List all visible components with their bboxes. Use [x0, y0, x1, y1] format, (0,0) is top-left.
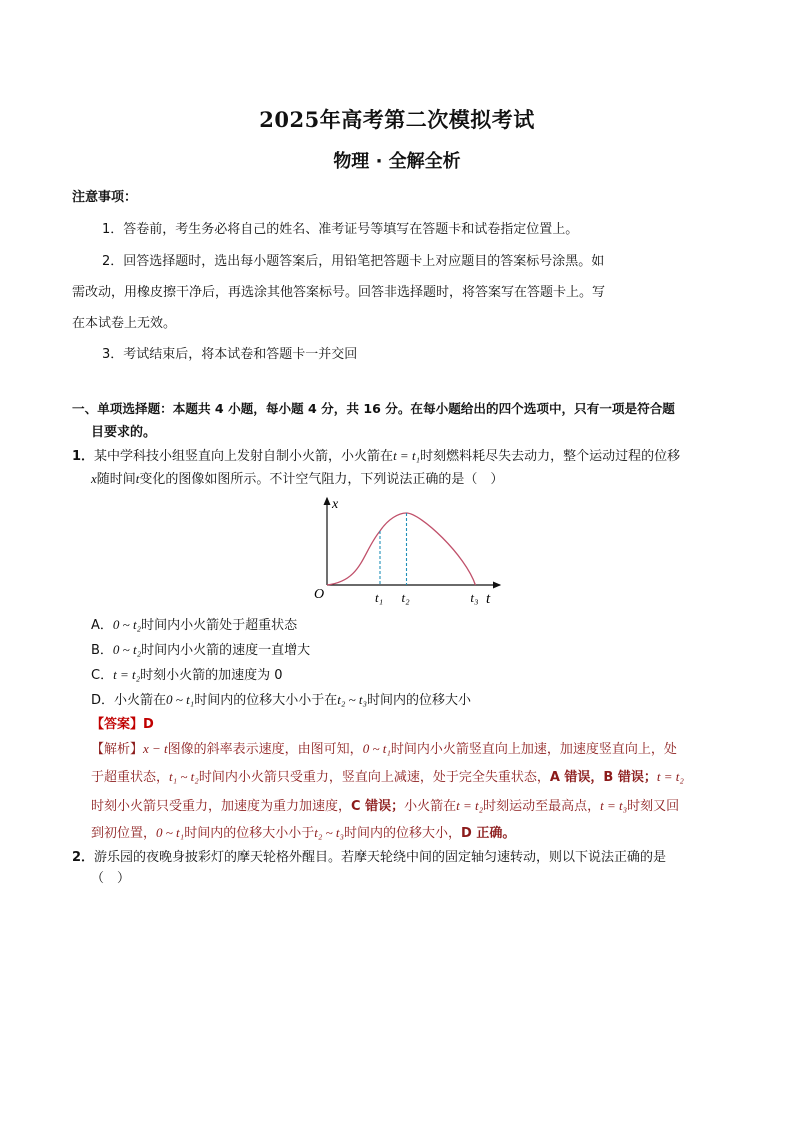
y-axis-label: x — [332, 497, 339, 512]
tick-label-t2: t₂ — [401, 590, 410, 605]
origin-label: O — [314, 587, 325, 602]
analysis-line-1 — [91, 738, 677, 757]
option-c — [91, 664, 283, 683]
analysis-p5: A 错误，B 错误； — [549, 770, 657, 785]
notice-item-2-line-1: 2．回答选择题时，选出每小题答案后，用铅笔把答题卡上对应题目的答案标号涂黑。如 — [102, 254, 605, 269]
option-d-b: 时间内的位移大小小于在 — [194, 693, 338, 708]
analysis-line-2 — [91, 766, 684, 785]
notice-item-3: 3．考试结束后，将本试卷和答题卡一并交回 — [102, 347, 358, 362]
q1-stem-a: 某中学科技小组竖直向上发射自制小火箭，小火箭在 — [94, 449, 394, 464]
option-b-label: B． — [91, 643, 113, 658]
tick-label-t3: t₃ — [470, 590, 479, 605]
analysis-p4: 时间内小火箭只受重力，竖直向上减速，处于完全失重状态， — [198, 770, 550, 785]
math-0-t1-1: 0 ~ t₁ — [362, 741, 391, 756]
math-t-eq-t2-c: t = t₂ — [113, 667, 141, 682]
section-heading-line-2: 目要求的。 — [91, 425, 157, 440]
option-a-label: A． — [91, 618, 113, 633]
option-d-label: D． — [91, 693, 115, 708]
analysis-p11: 到初位置， — [91, 826, 157, 841]
option-d — [91, 689, 471, 708]
analysis-p6: 时刻小火箭只受重力，加速度为重力加速度， — [91, 799, 352, 814]
option-b — [91, 639, 310, 658]
notice-heading: 注意事项： — [72, 190, 138, 205]
series-curve — [327, 513, 475, 585]
q1-stem-line-2 — [91, 468, 503, 487]
q2-stem-line-2: （ ） — [91, 871, 131, 886]
math-t-eq-t1: t = t₁ — [393, 448, 421, 463]
analysis-p9: 时刻运动至最高点， — [483, 799, 601, 814]
analysis-label: 【解析】 — [91, 742, 144, 757]
analysis-p12: 时间内的位移大小小于 — [184, 826, 315, 841]
math-t-eq-t2-2: t = t₂ — [456, 798, 484, 813]
q1-stem-line-1 — [72, 445, 680, 464]
option-d-a: 小火箭在 — [114, 693, 167, 708]
q1-stem-d: 变化的图像如图所示。不计空气阻力，下列说法正确的是（ ） — [139, 472, 504, 487]
q2-number: 2． — [72, 850, 95, 865]
analysis-p14: D 正确。 — [461, 826, 516, 841]
analysis-p8: 小火箭在 — [404, 799, 457, 814]
analysis-line-3 — [91, 795, 679, 814]
math-x: x — [91, 471, 97, 486]
math-0-t2-b: 0 ~ t₂ — [112, 642, 142, 657]
math-t: t — [135, 471, 140, 486]
option-b-text: 时间内小火箭的速度一直增大 — [141, 643, 311, 658]
x-t-graph — [310, 490, 510, 605]
notice-item-2-line-3: 在本试卷上无效。 — [72, 316, 177, 331]
math-0-t1-d: 0 ~ t₁ — [166, 692, 195, 707]
page-title: 2025年高考第二次模拟考试 — [259, 107, 535, 132]
tick-label-t1: t₁ — [375, 590, 384, 605]
option-c-label: C． — [91, 668, 114, 683]
analysis-p2: 时间内小火箭竖直向上加速，加速度竖直向上，处 — [390, 742, 677, 757]
notice-item-2-line-2: 需改动，用橡皮擦干净后，再选涂其他答案标号。回答非选择题时，将答案写在答题卡上。写 — [72, 285, 606, 300]
q1-stem-b: 时刻燃料耗尽失去动力，整个运动过程的位移 — [420, 449, 681, 464]
math-t-eq-t2-1: t = t₂ — [656, 769, 684, 784]
x-axis-label: t — [486, 591, 491, 605]
analysis-p10: 时刻又回 — [627, 799, 680, 814]
notice-item-1: 1．答卷前，考生务必将自己的姓名、准考证号等填写在答题卡和试卷指定位置上。 — [102, 222, 579, 237]
analysis-p1: 图像的斜率表示速度，由图可知， — [167, 742, 363, 757]
analysis-p7: C 错误； — [351, 799, 405, 814]
math-0-t1-2: 0 ~ t₁ — [156, 825, 185, 840]
answer-line: 【答案】D — [91, 717, 154, 732]
option-a — [91, 614, 297, 633]
option-d-c: 时间内的位移大小 — [367, 693, 472, 708]
page-subtitle: 物理 · 全解全析 — [333, 151, 461, 172]
q2-line-1: 游乐园的夜晚身披彩灯的摩天轮格外醒目。若摩天轮绕中间的固定轴匀速转动，则以下说法正确的是 — [94, 850, 667, 865]
q1-stem-c: 随时间 — [96, 472, 136, 487]
analysis-p13: 时间内的位移大小， — [344, 826, 462, 841]
math-t2-t3-2: t₂ ~ t₃ — [314, 825, 344, 840]
math-x-t: x − t — [143, 741, 168, 756]
math-0-t2-a: 0 ~ t₂ — [112, 617, 142, 632]
math-t-eq-t3: t = t₃ — [600, 798, 628, 813]
q2-stem-line-1 — [72, 846, 666, 865]
math-t1-t2: t₁ ~ t₂ — [169, 769, 199, 784]
math-t2-t3-d: t₂ ~ t₃ — [337, 692, 368, 707]
analysis-p3: 于超重状态， — [91, 770, 170, 785]
option-c-text: 时刻小火箭的加速度为 0 — [140, 668, 283, 683]
section-heading-line-1: 一、单项选择题：本题共 4 小题，每小题 4 分，共 16 分。在每小题给出的四个选项中，只有一项是符合题 — [72, 401, 675, 416]
analysis-line-4 — [91, 822, 515, 841]
q1-number: 1． — [72, 449, 95, 464]
option-a-text: 时间内小火箭处于超重状态 — [141, 618, 298, 633]
